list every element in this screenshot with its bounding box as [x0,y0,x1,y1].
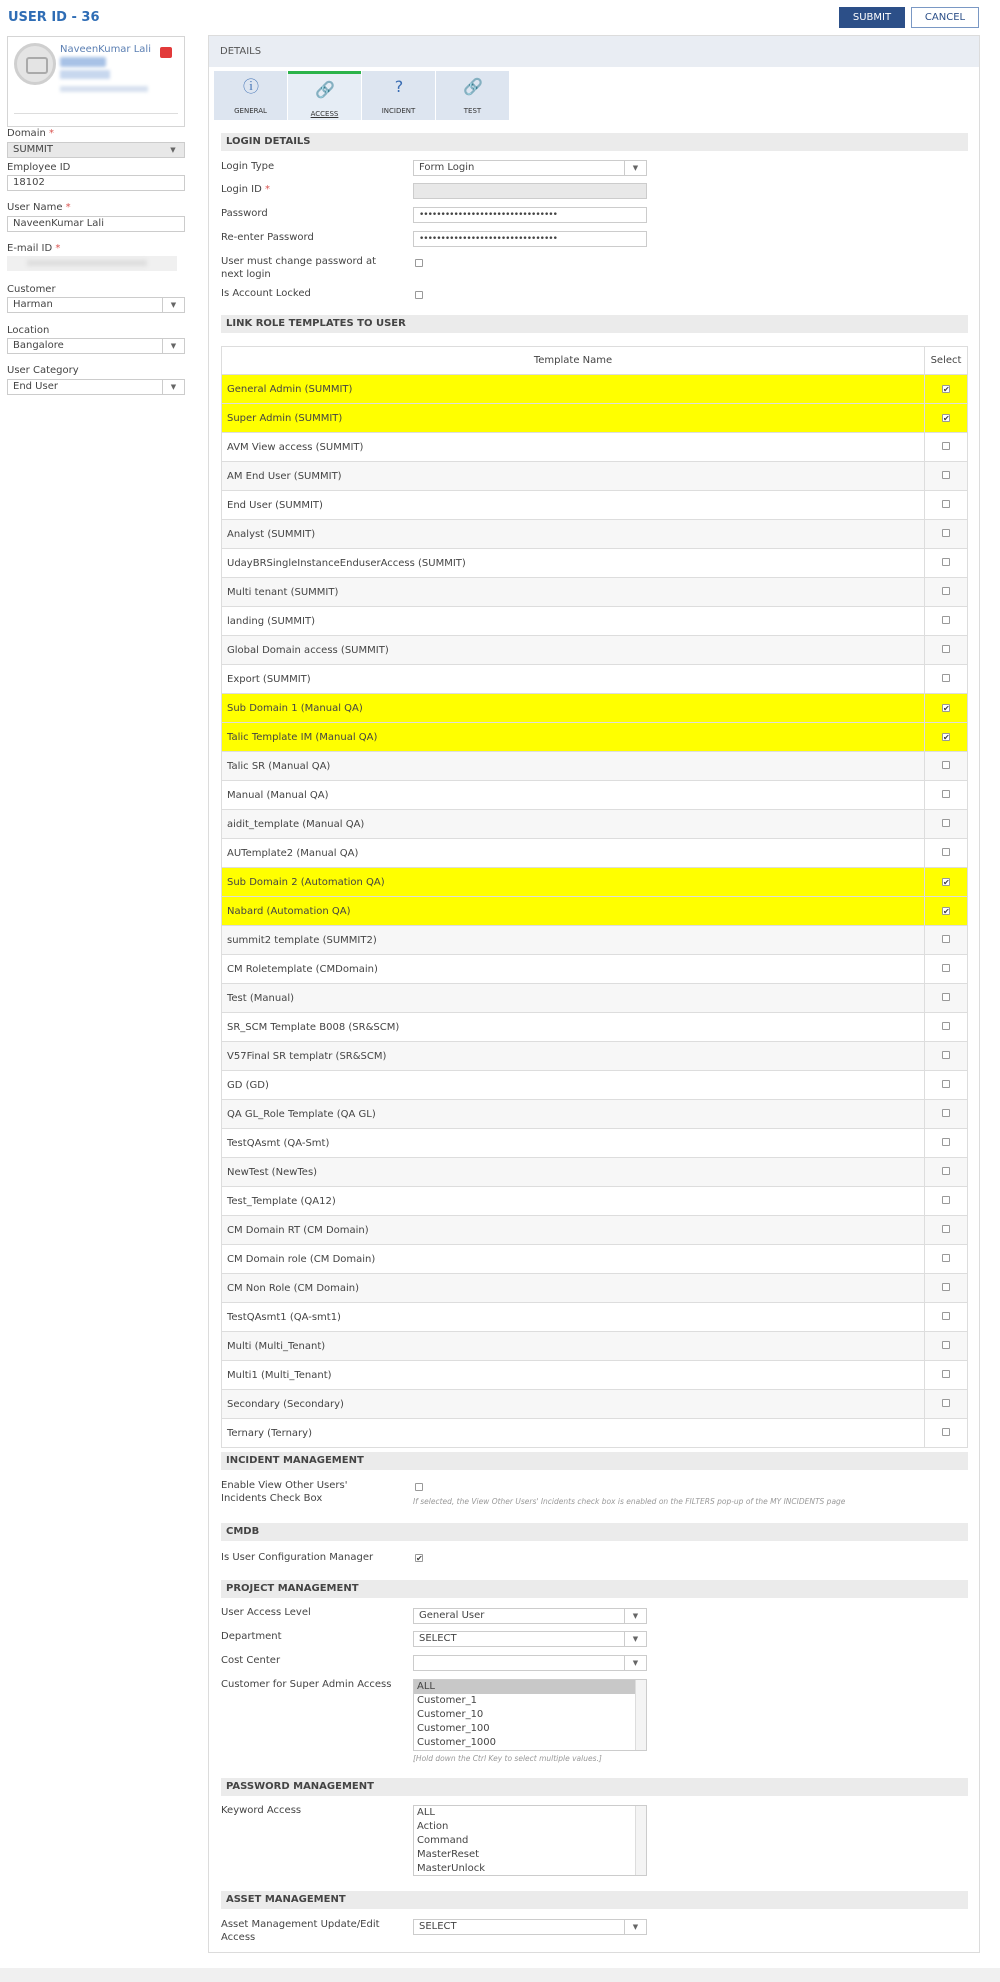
submit-button[interactable]: SUBMIT [839,7,905,28]
domain-select[interactable]: SUMMIT ▼ [7,142,185,158]
asset-select[interactable]: SELECT ▼ [413,1919,647,1935]
template-name-cell: SR_SCM Template B008 (SR&SCM) [222,1013,925,1042]
select-cell [925,1419,968,1448]
incident-hint: If selected, the View Other Users' Incidents check box is enabled on the FILTERS pop-up of the MY INCIDENTS page [413,1497,846,1506]
template-name-cell: Test_Template (QA12) [222,1187,925,1216]
chevron-down-icon: ▼ [162,380,184,394]
role-select-checkbox[interactable] [942,1109,950,1117]
select-cell [925,1100,968,1129]
question-icon: ? [394,77,404,96]
select-cell [925,1071,968,1100]
chevron-down-icon: ▼ [624,161,646,175]
role-select-checkbox[interactable] [942,587,950,595]
must-change-label: User must change password at next login [221,256,377,280]
customer-select[interactable]: Harman ▼ [7,297,185,313]
table-row [222,665,968,694]
select-cell [925,1274,968,1303]
password-field[interactable]: •••••••••••••••••••••••••••••••• [413,207,647,223]
select-cell [925,1013,968,1042]
customer-label: Customer [7,284,56,295]
table-row [222,1071,968,1100]
role-select-checkbox[interactable] [942,1167,950,1175]
table-row [222,955,968,984]
profile-name: NaveenKumar Lali [60,44,151,55]
role-select-checkbox[interactable] [942,1138,950,1146]
email-label: E-mail ID * [7,243,61,254]
role-select-checkbox[interactable] [942,1428,950,1436]
location-label: Location [7,325,50,336]
table-row [222,926,968,955]
template-name-cell: Manual (Manual QA) [222,781,925,810]
access-level-select[interactable]: General User ▼ [413,1608,647,1624]
list-item[interactable]: Customer_1 [417,1695,477,1706]
select-cell [925,1361,968,1390]
table-row [222,1303,968,1332]
role-select-checkbox[interactable] [942,761,950,769]
chevron-down-icon: ▼ [162,339,184,353]
table-row [222,1245,968,1274]
select-cell [925,694,968,723]
login-type-label: Login Type [221,161,275,172]
department-label: Department [221,1631,282,1642]
top-bar [0,0,1000,34]
details-panel [208,35,980,1953]
template-name-cell: End User (SUMMIT) [222,491,925,520]
table-row [222,1158,968,1187]
table-row [222,868,968,897]
table-row [222,1361,968,1390]
login-section-header: LOGIN DETAILS [221,133,968,151]
table-row [222,520,968,549]
select-cell [925,1042,968,1071]
cancel-button[interactable]: CANCEL [911,7,979,28]
divider [14,113,178,114]
role-select-checkbox[interactable] [942,1312,950,1320]
role-select-checkbox[interactable] [942,442,950,450]
table-row [222,839,968,868]
column-select: Select [925,347,968,375]
department-select[interactable]: SELECT ▼ [413,1631,647,1647]
table-row [222,578,968,607]
table-row [222,1042,968,1071]
table-row [222,433,968,462]
role-select-checkbox[interactable]: ✔ [943,906,950,916]
template-name-cell: AM End User (SUMMIT) [222,462,925,491]
avatar [14,43,56,85]
scrollbar[interactable] [635,1680,646,1750]
domain-label: Domain * [7,128,54,139]
keyword-listbox[interactable] [413,1805,647,1876]
cost-center-select[interactable] [413,1655,647,1671]
location-select[interactable]: Bangalore ▼ [7,338,185,354]
table-row [222,462,968,491]
select-cell [925,404,968,433]
template-name-cell: AUTemplate2 (Manual QA) [222,839,925,868]
template-name-cell: CM Domain RT (CM Domain) [222,1216,925,1245]
reenter-password-label: Re-enter Password [221,232,314,243]
template-name-cell: NewTest (NewTes) [222,1158,925,1187]
template-name-cell: summit2 template (SUMMIT2) [222,926,925,955]
template-name-cell: Export (SUMMIT) [222,665,925,694]
chevron-down-icon: ▼ [170,146,176,154]
template-name-cell: landing (SUMMIT) [222,607,925,636]
chevron-down-icon: ▼ [624,1609,646,1623]
incident-section-header: INCIDENT MANAGEMENT [221,1452,968,1470]
template-name-cell: Sub Domain 1 (Manual QA) [222,694,925,723]
role-select-checkbox[interactable] [942,1196,950,1204]
username-field[interactable]: NaveenKumar Lali [7,216,185,232]
select-cell [925,723,968,752]
login-id-field[interactable] [413,183,647,199]
cmdb-section-header: CMDB [221,1523,968,1541]
table-row [222,897,968,926]
list-item[interactable]: Customer_100 [417,1723,490,1734]
template-name-cell: GD (GD) [222,1071,925,1100]
table-row [222,549,968,578]
asset-label: Asset Management Update/Edit Access [221,1919,380,1943]
role-select-checkbox[interactable] [942,529,950,537]
template-name-cell: Secondary (Secondary) [222,1390,925,1419]
project-section-header: PROJECT MANAGEMENT [221,1580,968,1598]
table-row [222,984,968,1013]
template-name-cell: Talic Template IM (Manual QA) [222,723,925,752]
table-row [222,1274,968,1303]
list-item[interactable]: Command [417,1835,469,1846]
template-name-cell: TestQAsmt1 (QA-smt1) [222,1303,925,1332]
table-row [222,752,968,781]
column-template-name: Template Name [222,347,925,375]
template-name-cell: Ternary (Ternary) [222,1419,925,1448]
template-name-cell: CM Domain role (CM Domain) [222,1245,925,1274]
table-row [222,404,968,433]
template-name-cell: Multi (Multi_Tenant) [222,1332,925,1361]
details-header: DETAILS [209,36,979,67]
footer-bar [0,1968,1000,1982]
access-level-label: User Access Level [221,1607,311,1618]
select-cell [925,549,968,578]
role-select-checkbox[interactable] [942,645,950,653]
role-select-checkbox[interactable] [942,1341,950,1349]
template-name-cell: Super Admin (SUMMIT) [222,404,925,433]
select-cell [925,636,968,665]
template-name-cell: Sub Domain 2 (Automation QA) [222,868,925,897]
category-select[interactable]: End User ▼ [7,379,185,395]
select-cell [925,897,968,926]
list-item[interactable]: MasterUnlock [417,1863,485,1874]
asset-section-header: ASSET MANAGEMENT [221,1891,968,1909]
roles-section-header: LINK ROLE TEMPLATES TO USER [221,315,968,333]
template-name-cell: AVM View access (SUMMIT) [222,433,925,462]
select-cell [925,433,968,462]
email-field[interactable] [7,256,177,271]
chevron-down-icon: ▼ [624,1656,646,1670]
select-cell [925,752,968,781]
role-select-checkbox[interactable] [942,1399,950,1407]
table-row [222,1129,968,1158]
select-cell [925,984,968,1013]
select-cell [925,955,968,984]
template-name-cell: Multi1 (Multi_Tenant) [222,1361,925,1390]
cmdb-checkbox[interactable]: ✔ [416,1554,423,1563]
role-select-checkbox[interactable] [942,500,950,508]
role-select-checkbox[interactable]: ✔ [943,413,950,423]
table-row [222,810,968,839]
chevron-down-icon: ▼ [624,1920,646,1934]
customer-listbox[interactable] [413,1679,647,1751]
table-row [222,694,968,723]
role-select-checkbox[interactable]: ✔ [943,703,950,713]
profile-card [7,36,185,127]
table-row [222,1013,968,1042]
tab-general[interactable]: ⓘ GENERAL [214,71,287,120]
table-row [222,1187,968,1216]
select-cell [925,1245,968,1274]
list-item[interactable]: MasterReset [417,1849,480,1860]
login-id-label: Login ID * [221,184,270,195]
template-name-cell: V57Final SR templatr (SR&SCM) [222,1042,925,1071]
list-item[interactable]: Customer_10 [417,1709,484,1720]
tab-incident[interactable]: ? INCIDENT [362,71,435,120]
table-row [222,1390,968,1419]
role-select-checkbox[interactable] [942,993,950,1001]
category-label: User Category [7,365,79,376]
incident-label: Enable View Other Users' Incidents Check Box [221,1480,348,1504]
role-select-checkbox[interactable] [942,674,950,682]
tab-test[interactable]: 🔗 TEST [436,71,509,120]
role-select-checkbox[interactable] [942,935,950,943]
select-cell [925,665,968,694]
username-label: User Name * [7,202,71,213]
template-name-cell: Nabard (Automation QA) [222,897,925,926]
template-name-cell: QA GL_Role Template (QA GL) [222,1100,925,1129]
roles-table [221,346,968,1448]
multi-select-hint: [Hold down the Ctrl Key to select multiple values.] [413,1754,602,1763]
template-name-cell: aidit_template (Manual QA) [222,810,925,839]
tab-access[interactable]: 🔗 ACCESS [288,71,361,120]
table-row [222,723,968,752]
cost-center-label: Cost Center [221,1655,281,1666]
template-name-cell: Multi tenant (SUMMIT) [222,578,925,607]
table-row [222,1100,968,1129]
select-cell [925,781,968,810]
select-cell [925,1332,968,1361]
account-locked-label: Is Account Locked [221,288,311,299]
login-type-select[interactable]: Form Login ▼ [413,160,647,176]
page-title: USER ID - 36 [8,10,100,25]
role-select-checkbox[interactable] [942,790,950,798]
super-admin-customer-label: Customer for Super Admin Access [221,1679,392,1690]
role-select-checkbox[interactable] [942,471,950,479]
account-locked-checkbox[interactable] [415,291,423,299]
select-cell [925,926,968,955]
role-select-checkbox[interactable] [942,558,950,566]
select-cell [925,1390,968,1419]
incident-checkbox[interactable] [415,1483,423,1491]
role-select-checkbox[interactable] [942,1283,950,1291]
table-row [222,607,968,636]
table-row [222,1216,968,1245]
list-item[interactable]: Customer_1000 [417,1737,497,1748]
role-select-checkbox[interactable]: ✔ [943,877,950,887]
template-name-cell: Global Domain access (SUMMIT) [222,636,925,665]
chevron-down-icon: ▼ [624,1632,646,1646]
template-name-cell: General Admin (SUMMIT) [222,375,925,404]
info-icon: ⓘ [242,77,259,96]
role-select-checkbox[interactable] [942,964,950,972]
select-cell [925,520,968,549]
password-mgmt-section-header: PASSWORD MANAGEMENT [221,1778,968,1796]
select-cell [925,1129,968,1158]
scrollbar[interactable] [635,1806,646,1875]
table-row [222,375,968,404]
role-select-checkbox[interactable] [942,1051,950,1059]
select-cell [925,810,968,839]
template-name-cell: TestQAsmt (QA-Smt) [222,1129,925,1158]
redacted-text [60,86,148,92]
redacted-text [60,70,110,79]
select-cell [925,607,968,636]
select-cell [925,491,968,520]
redacted-text [60,57,106,67]
must-change-checkbox[interactable] [415,259,423,267]
role-select-checkbox[interactable] [942,819,950,827]
role-select-checkbox[interactable] [942,1022,950,1030]
keyword-access-label: Keyword Access [221,1805,302,1816]
template-name-cell: CM Non Role (CM Domain) [222,1274,925,1303]
list-item[interactable]: ALL [417,1807,435,1818]
password-label: Password [221,208,268,219]
link-icon: 🔗 [463,77,483,96]
template-name-cell: Test (Manual) [222,984,925,1013]
select-cell [925,868,968,897]
role-select-checkbox[interactable]: ✔ [943,732,950,742]
list-item[interactable]: ALL [414,1680,646,1694]
template-name-cell: Talic SR (Manual QA) [222,752,925,781]
cmdb-label: Is User Configuration Manager [221,1552,374,1563]
template-name-cell: UdayBRSingleInstanceEnduserAccess (SUMMIT) [222,549,925,578]
role-select-checkbox[interactable] [942,848,950,856]
select-cell [925,1158,968,1187]
table-row [222,1332,968,1361]
link-icon: 🔗 [315,80,335,99]
role-select-checkbox[interactable] [942,1225,950,1233]
template-name-cell: Analyst (SUMMIT) [222,520,925,549]
select-cell [925,1187,968,1216]
table-row [222,636,968,665]
select-cell [925,839,968,868]
select-cell [925,375,968,404]
table-row [222,491,968,520]
employee-id-field[interactable]: 18102 [7,175,185,191]
select-cell [925,1216,968,1245]
template-name-cell: CM Roletemplate (CMDomain) [222,955,925,984]
chevron-down-icon: ▼ [162,298,184,312]
list-item[interactable]: Action [417,1821,449,1832]
employee-id-label: Employee ID [7,162,71,173]
role-select-checkbox[interactable] [942,616,950,624]
select-cell [925,462,968,491]
role-select-checkbox[interactable] [942,1370,950,1378]
role-select-checkbox[interactable] [942,1080,950,1088]
role-select-checkbox[interactable] [942,1254,950,1262]
alert-icon[interactable] [160,47,172,58]
reenter-password-field[interactable]: •••••••••••••••••••••••••••••••• [413,231,647,247]
select-cell [925,578,968,607]
select-cell [925,1303,968,1332]
table-row [222,1419,968,1448]
table-row [222,781,968,810]
role-select-checkbox[interactable]: ✔ [943,384,950,394]
